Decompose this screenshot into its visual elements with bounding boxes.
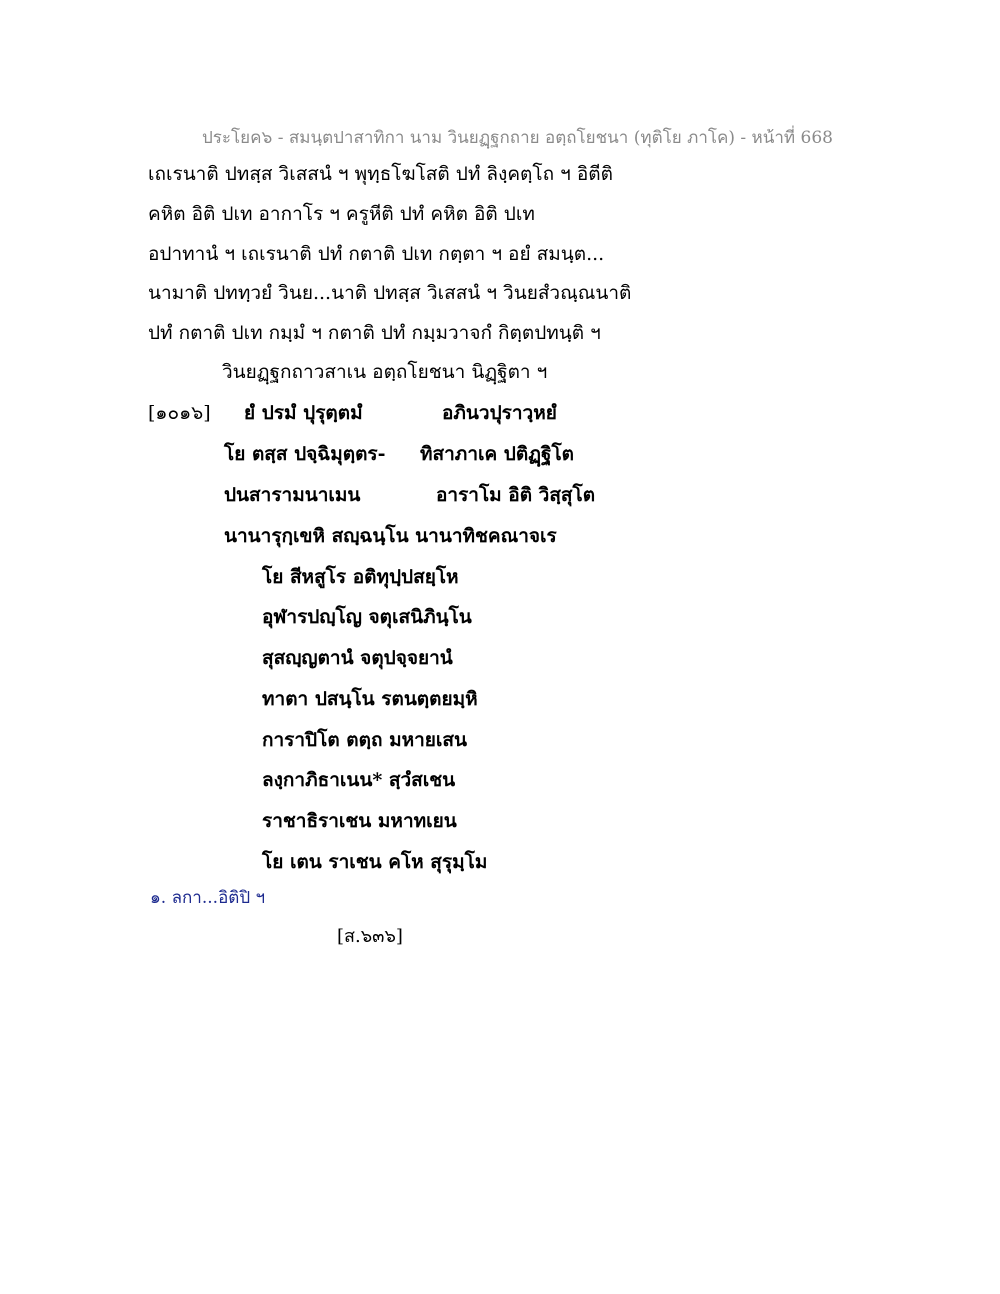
verse-line: โย เตน ราเชน คโห สุรุมฺโม [262,851,488,873]
verse-line: ราชาธิราเชน มหาทเยน [262,810,457,832]
verse-line: ทิสาภาเค ปติฏฺฐิโต [420,443,574,465]
verse-line: การาปิโต ตตฺถ มหายเสน [262,729,467,751]
verse-line: สุสญฺญตานํ จตุปจฺจยานํ [262,647,453,669]
prose-line: อปาทานํ ฯ เถเรนาติ ปทํ กตาติ ปเท กตฺตา ฯ อยํ สมนฺต... [148,243,605,265]
prose-line: คหิต อิติ ปเท อากาโร ฯ ครูหีติ ปทํ คหิต อิติ ปเท [148,203,535,225]
verse-line: โย สีหสูโร อติทุปฺปสยฺโห [262,566,459,588]
prose-line: นามาติ ปททฺวยํ วินย...นาติ ปทสฺส วิเสสนํ ฯ วินยสํวณฺณนาติ [148,282,632,304]
prose-line: ปทํ กตาติ ปเท กมฺมํ ฯ กตาติ ปทํ กมฺมวาจกํ กิตฺตปทนฺติ ฯ [148,322,601,344]
verse-line: ยํ ปรมํ ปุรุตฺตมํ [244,402,363,424]
verse-title: วินยฏฺฐกถาวสาเน อตฺถโยชนา นิฏฺฐิตา ฯ [222,361,548,383]
verse-line: ปนสารามนาเมน [224,484,361,506]
footnote: ๑. ลกา...อิติปิ ฯ [150,888,266,908]
verse-line: อภินวปุราวฺหยํ [442,402,557,424]
verse-line: อาราโม อิติ วิสฺสุโต [436,484,596,506]
verse-line: ทาตา ปสนฺโน รตนตฺตยมฺหิ [262,688,478,710]
page-reference: [ส.๖๓๖] [337,926,403,947]
verse-line: โย ตสฺส ปจฺฉิมุตฺตร- [224,443,386,465]
page-header: ประโยค๖ - สมนฺตปาสาทิกา นาม วินยฏฺฐกถาย อตฺถโยชนา (ทุติโย ภาโค) - หน้าที่ 668 [202,128,833,148]
prose-line: เถเรนาติ ปทสฺส วิเสสนํ ฯ พุทฺธโฆโสติ ปทํ ลิงฺคตฺโถ ฯ อิตีติ [148,163,613,185]
verse-line: อุฬารปญฺโญ จตุเสนิภินฺโน [262,606,472,628]
verse-line: ลงฺกาภิธาเนน* สฺวํสเชน [262,769,456,791]
verse-line: นานารุกฺเขหิ สญฺฉนฺโน นานาทิชคณาจเร [224,525,557,547]
verse-number: [๑๐๑๖] [148,402,211,424]
